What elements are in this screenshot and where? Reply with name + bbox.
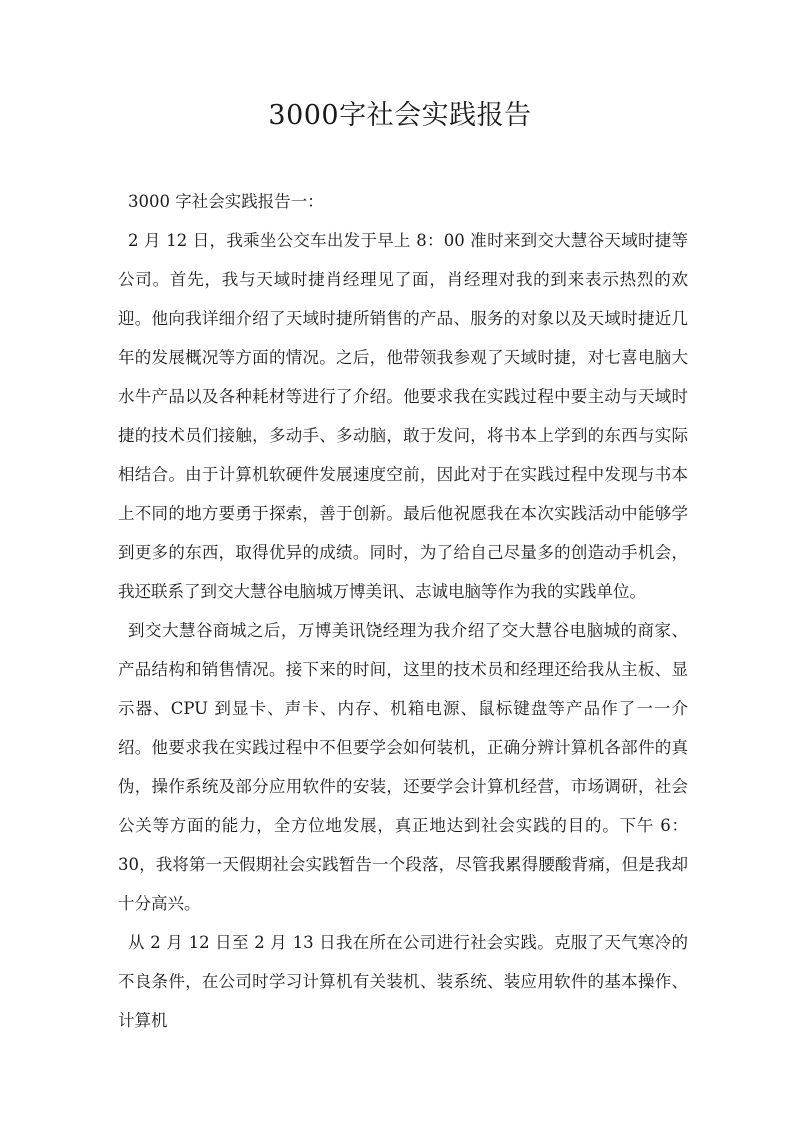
paragraph-practice-period: 从 2 月 12 日至 2 月 13 日我在所在公司进行社会实践。克服了天气寒冷的不良条件，在公司时学习计算机有关装机、装系统、装应用软件的基本操作、计算机 bbox=[118, 933, 688, 1030]
paragraph-computer-city: 到交大慧谷商城之后，万博美讯饶经理为我介绍了交大慧谷电脑城的商家、产品结构和销售情况。接下来的时间，这里的技术员和经理还给我从主板、显示器、CPU 到显卡、声卡、内存、机箱电源、鼠标键盘等产品作了一一介绍。他要求我在实践过程中不但要学会如何装机，正确分辨计算机各部件的真伪，操作系统及部分应用软件的安装，还要学会计算机经营，市场调研，社会公关等方面的能力，全方位地发展，真正地达到社会实践的目的。下午 6：30，我将第一天假期社会实践暂告一个段落，尽管我累得腰酸背痛，但是我却十分高兴。 bbox=[118, 621, 688, 913]
paragraph-day-one: 2 月 12 日，我乘坐公交车出发于早上 8：00 准时来到交大慧谷天域时捷等公司。首先，我与天域时捷肖经理见了面，肖经理对我的到来表示热烈的欢迎。他向我详细介绍了天域时捷所销售的产品、服务的对象以及天域时捷近几年的发展概况等方面的情况。之后，他带领我参观了天域时捷，对七喜电脑大水牛产品以及各种耗材等进行了介绍。他要求我在实践过程中要主动与天域时捷的技术员们接触，多动手、多动脑，敢于发问，将书本上学到的东西与实际相结合。由于计算机软硬件发展速度空前，因此对于在实践过程中发现与书本上不同的地方要勇于探索，善于创新。最后他祝愿我在本次实践活动中能够学到更多的东西，取得优异的成绩。同时，为了给自己尽量多的创造动手机会，我还联系了到交大慧谷电脑城万博美讯、志诚电脑等作为我的实践单位。 bbox=[118, 231, 688, 601]
document-title: 3000字社会实践报告 bbox=[268, 100, 532, 131]
document-body bbox=[118, 182, 688, 1040]
paragraph-intro: 3000 字社会实践报告一： bbox=[128, 192, 324, 211]
